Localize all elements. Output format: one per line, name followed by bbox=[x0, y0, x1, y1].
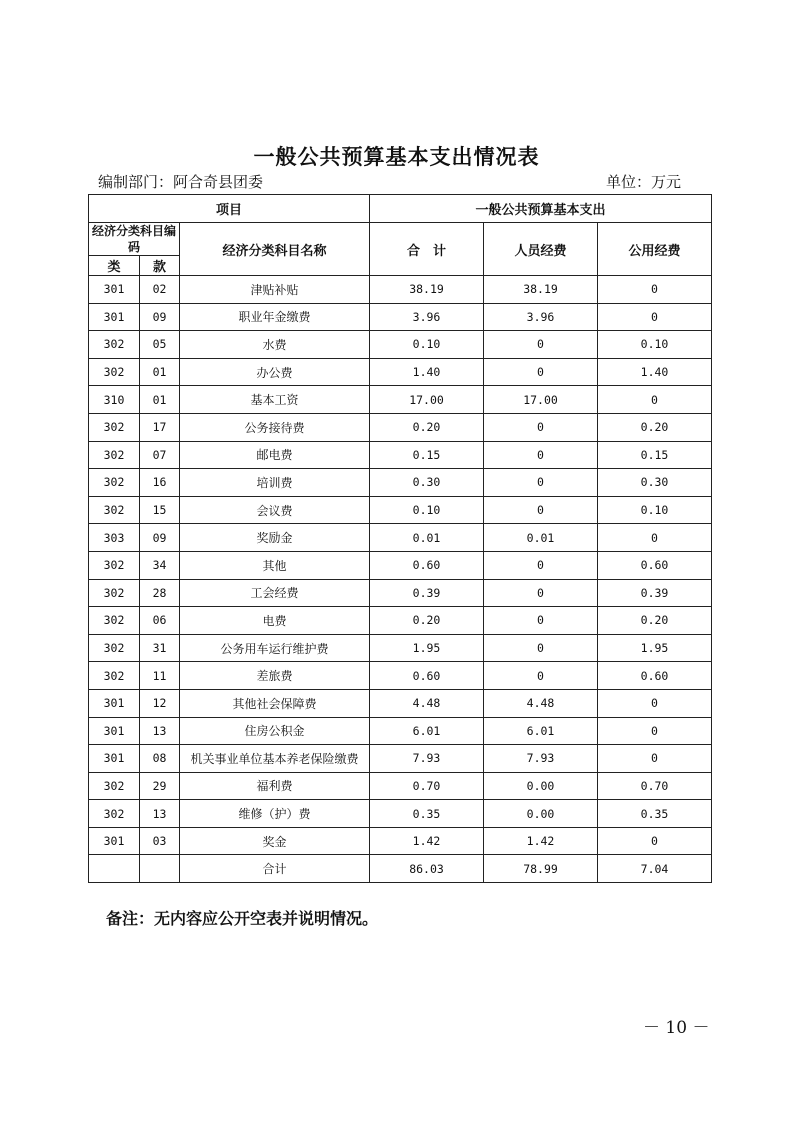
header-item: 项目 bbox=[89, 195, 370, 223]
cell-empty bbox=[140, 855, 180, 883]
cell-personnel: 38.19 bbox=[484, 276, 598, 304]
cell-personnel: 0 bbox=[484, 358, 598, 386]
page-number: － 10 － bbox=[643, 1018, 710, 1038]
cell-section-code: 01 bbox=[140, 386, 180, 414]
cell-total: 0.70 bbox=[370, 772, 484, 800]
cell-public: 0.30 bbox=[598, 469, 712, 497]
page-title: 一般公共预算基本支出情况表 bbox=[253, 144, 540, 169]
cell-empty bbox=[89, 855, 140, 883]
header-personnel: 人员经费 bbox=[484, 223, 598, 276]
cell-section-code: 16 bbox=[140, 469, 180, 497]
table-row bbox=[89, 386, 712, 414]
cell-personnel: 6.01 bbox=[484, 717, 598, 745]
table-row bbox=[89, 469, 712, 497]
cell-item-name: 奖励金 bbox=[180, 524, 370, 552]
cell-item-name: 培训费 bbox=[180, 469, 370, 497]
cell-section-code: 34 bbox=[140, 551, 180, 579]
cell-class-code: 302 bbox=[89, 496, 140, 524]
cell-item-name: 机关事业单位基本养老保险缴费 bbox=[180, 745, 370, 773]
cell-class-code: 302 bbox=[89, 469, 140, 497]
cell-item-name: 其他 bbox=[180, 551, 370, 579]
cell-public: 0.39 bbox=[598, 579, 712, 607]
cell-section-code: 11 bbox=[140, 662, 180, 690]
cell-section-code: 09 bbox=[140, 303, 180, 331]
department-label: 编制部门：阿合奇县团委 bbox=[98, 173, 264, 191]
cell-section-code: 13 bbox=[140, 717, 180, 745]
cell-class-code: 302 bbox=[89, 579, 140, 607]
table-row bbox=[89, 524, 712, 552]
table-row bbox=[89, 772, 712, 800]
cell-class-code: 302 bbox=[89, 551, 140, 579]
cell-item-name: 工会经费 bbox=[180, 579, 370, 607]
cell-public: 0.35 bbox=[598, 800, 712, 828]
cell-class-code: 301 bbox=[89, 689, 140, 717]
cell-public: 0.10 bbox=[598, 496, 712, 524]
cell-item-name: 其他社会保障费 bbox=[180, 689, 370, 717]
totals-row bbox=[89, 855, 712, 883]
cell-public: 0 bbox=[598, 524, 712, 552]
table-row bbox=[89, 551, 712, 579]
cell-section-code: 07 bbox=[140, 441, 180, 469]
cell-total: 4.48 bbox=[370, 689, 484, 717]
cell-personnel: 0 bbox=[484, 413, 598, 441]
table-row bbox=[89, 634, 712, 662]
header-code: 经济分类科目编码 bbox=[89, 223, 180, 256]
header-total: 合 计 bbox=[370, 223, 484, 276]
cell-personnel: 0 bbox=[484, 551, 598, 579]
cell-class-code: 302 bbox=[89, 358, 140, 386]
cell-class-code: 301 bbox=[89, 276, 140, 304]
cell-public: 7.04 bbox=[598, 855, 712, 883]
cell-item-name: 福利费 bbox=[180, 772, 370, 800]
table-row bbox=[89, 303, 712, 331]
cell-public: 0.70 bbox=[598, 772, 712, 800]
cell-total: 17.00 bbox=[370, 386, 484, 414]
cell-public: 0 bbox=[598, 745, 712, 773]
cell-item-name: 电费 bbox=[180, 607, 370, 635]
cell-section-code: 01 bbox=[140, 358, 180, 386]
cell-class-code: 302 bbox=[89, 607, 140, 635]
header-name: 经济分类科目名称 bbox=[180, 223, 370, 276]
cell-total: 1.40 bbox=[370, 358, 484, 386]
cell-class-code: 303 bbox=[89, 524, 140, 552]
table-row bbox=[89, 662, 712, 690]
cell-class-code: 302 bbox=[89, 634, 140, 662]
cell-section-code: 06 bbox=[140, 607, 180, 635]
cell-class-code: 302 bbox=[89, 413, 140, 441]
cell-item-name: 水费 bbox=[180, 331, 370, 359]
cell-personnel: 7.93 bbox=[484, 745, 598, 773]
cell-item-name: 津贴补贴 bbox=[180, 276, 370, 304]
cell-section-code: 12 bbox=[140, 689, 180, 717]
cell-public: 0.20 bbox=[598, 607, 712, 635]
cell-class-code: 301 bbox=[89, 717, 140, 745]
cell-personnel: 0.01 bbox=[484, 524, 598, 552]
cell-public: 1.95 bbox=[598, 634, 712, 662]
cell-total: 6.01 bbox=[370, 717, 484, 745]
cell-section-code: 02 bbox=[140, 276, 180, 304]
cell-total: 3.96 bbox=[370, 303, 484, 331]
cell-personnel: 0 bbox=[484, 607, 598, 635]
cell-item-name: 差旅费 bbox=[180, 662, 370, 690]
cell-total: 0.01 bbox=[370, 524, 484, 552]
header-class: 类 bbox=[89, 256, 140, 276]
cell-item-name: 办公费 bbox=[180, 358, 370, 386]
cell-total: 1.95 bbox=[370, 634, 484, 662]
header-expense-group: 一般公共预算基本支出 bbox=[370, 195, 712, 223]
cell-section-code: 17 bbox=[140, 413, 180, 441]
cell-personnel: 0 bbox=[484, 496, 598, 524]
cell-section-code: 09 bbox=[140, 524, 180, 552]
cell-public: 0 bbox=[598, 386, 712, 414]
unit-label: 单位：万元 bbox=[606, 173, 682, 191]
cell-section-code: 03 bbox=[140, 827, 180, 855]
table-row bbox=[89, 800, 712, 828]
table-row bbox=[89, 579, 712, 607]
cell-total: 0.30 bbox=[370, 469, 484, 497]
table-row bbox=[89, 276, 712, 304]
cell-total: 38.19 bbox=[370, 276, 484, 304]
cell-personnel: 0.00 bbox=[484, 800, 598, 828]
table-row bbox=[89, 745, 712, 773]
cell-item-name: 邮电费 bbox=[180, 441, 370, 469]
cell-section-code: 15 bbox=[140, 496, 180, 524]
cell-class-code: 302 bbox=[89, 662, 140, 690]
cell-public: 0 bbox=[598, 689, 712, 717]
cell-total: 0.20 bbox=[370, 607, 484, 635]
cell-personnel: 17.00 bbox=[484, 386, 598, 414]
cell-item-name: 奖金 bbox=[180, 827, 370, 855]
cell-class-code: 302 bbox=[89, 800, 140, 828]
cell-personnel: 0 bbox=[484, 662, 598, 690]
table-row bbox=[89, 689, 712, 717]
remark-note: 备注：无内容应公开空表并说明情况。 bbox=[106, 909, 379, 928]
cell-public: 0.60 bbox=[598, 662, 712, 690]
cell-public: 0 bbox=[598, 276, 712, 304]
cell-total: 1.42 bbox=[370, 827, 484, 855]
cell-total: 86.03 bbox=[370, 855, 484, 883]
cell-section-code: 05 bbox=[140, 331, 180, 359]
cell-class-code: 310 bbox=[89, 386, 140, 414]
cell-total: 0.15 bbox=[370, 441, 484, 469]
cell-section-code: 08 bbox=[140, 745, 180, 773]
table-row bbox=[89, 413, 712, 441]
cell-section-code: 28 bbox=[140, 579, 180, 607]
cell-item-name: 维修（护）费 bbox=[180, 800, 370, 828]
cell-public: 0.10 bbox=[598, 331, 712, 359]
cell-class-code: 301 bbox=[89, 827, 140, 855]
cell-item-name: 公务接待费 bbox=[180, 413, 370, 441]
table-row bbox=[89, 827, 712, 855]
cell-total: 0.60 bbox=[370, 551, 484, 579]
cell-class-code: 302 bbox=[89, 331, 140, 359]
cell-total: 0.35 bbox=[370, 800, 484, 828]
cell-personnel: 78.99 bbox=[484, 855, 598, 883]
table-row bbox=[89, 358, 712, 386]
cell-personnel: 4.48 bbox=[484, 689, 598, 717]
cell-personnel: 0.00 bbox=[484, 772, 598, 800]
cell-class-code: 302 bbox=[89, 772, 140, 800]
cell-item-name: 基本工资 bbox=[180, 386, 370, 414]
table-row bbox=[89, 717, 712, 745]
cell-personnel: 0 bbox=[484, 469, 598, 497]
cell-item-name: 会议费 bbox=[180, 496, 370, 524]
cell-personnel: 3.96 bbox=[484, 303, 598, 331]
cell-class-code: 302 bbox=[89, 441, 140, 469]
cell-public: 0 bbox=[598, 827, 712, 855]
table-row bbox=[89, 496, 712, 524]
cell-totals-label: 合计 bbox=[180, 855, 370, 883]
cell-item-name: 职业年金缴费 bbox=[180, 303, 370, 331]
cell-personnel: 0 bbox=[484, 634, 598, 662]
cell-public: 0.20 bbox=[598, 413, 712, 441]
cell-public: 0.60 bbox=[598, 551, 712, 579]
cell-personnel: 1.42 bbox=[484, 827, 598, 855]
header-public: 公用经费 bbox=[598, 223, 712, 276]
budget-table bbox=[88, 194, 712, 883]
table-row bbox=[89, 607, 712, 635]
header-row-2 bbox=[89, 223, 712, 256]
cell-item-name: 住房公积金 bbox=[180, 717, 370, 745]
cell-total: 0.10 bbox=[370, 496, 484, 524]
cell-total: 7.93 bbox=[370, 745, 484, 773]
cell-section-code: 31 bbox=[140, 634, 180, 662]
cell-public: 0 bbox=[598, 303, 712, 331]
header-row-1 bbox=[89, 195, 712, 223]
cell-total: 0.10 bbox=[370, 331, 484, 359]
cell-section-code: 29 bbox=[140, 772, 180, 800]
cell-class-code: 301 bbox=[89, 745, 140, 773]
cell-personnel: 0 bbox=[484, 331, 598, 359]
cell-personnel: 0 bbox=[484, 441, 598, 469]
cell-personnel: 0 bbox=[484, 579, 598, 607]
cell-total: 0.39 bbox=[370, 579, 484, 607]
cell-section-code: 13 bbox=[140, 800, 180, 828]
cell-class-code: 301 bbox=[89, 303, 140, 331]
cell-public: 1.40 bbox=[598, 358, 712, 386]
cell-public: 0.15 bbox=[598, 441, 712, 469]
cell-total: 0.20 bbox=[370, 413, 484, 441]
header-section: 款 bbox=[140, 256, 180, 276]
table-row bbox=[89, 331, 712, 359]
cell-total: 0.60 bbox=[370, 662, 484, 690]
cell-item-name: 公务用车运行维护费 bbox=[180, 634, 370, 662]
table-row bbox=[89, 441, 712, 469]
cell-public: 0 bbox=[598, 717, 712, 745]
